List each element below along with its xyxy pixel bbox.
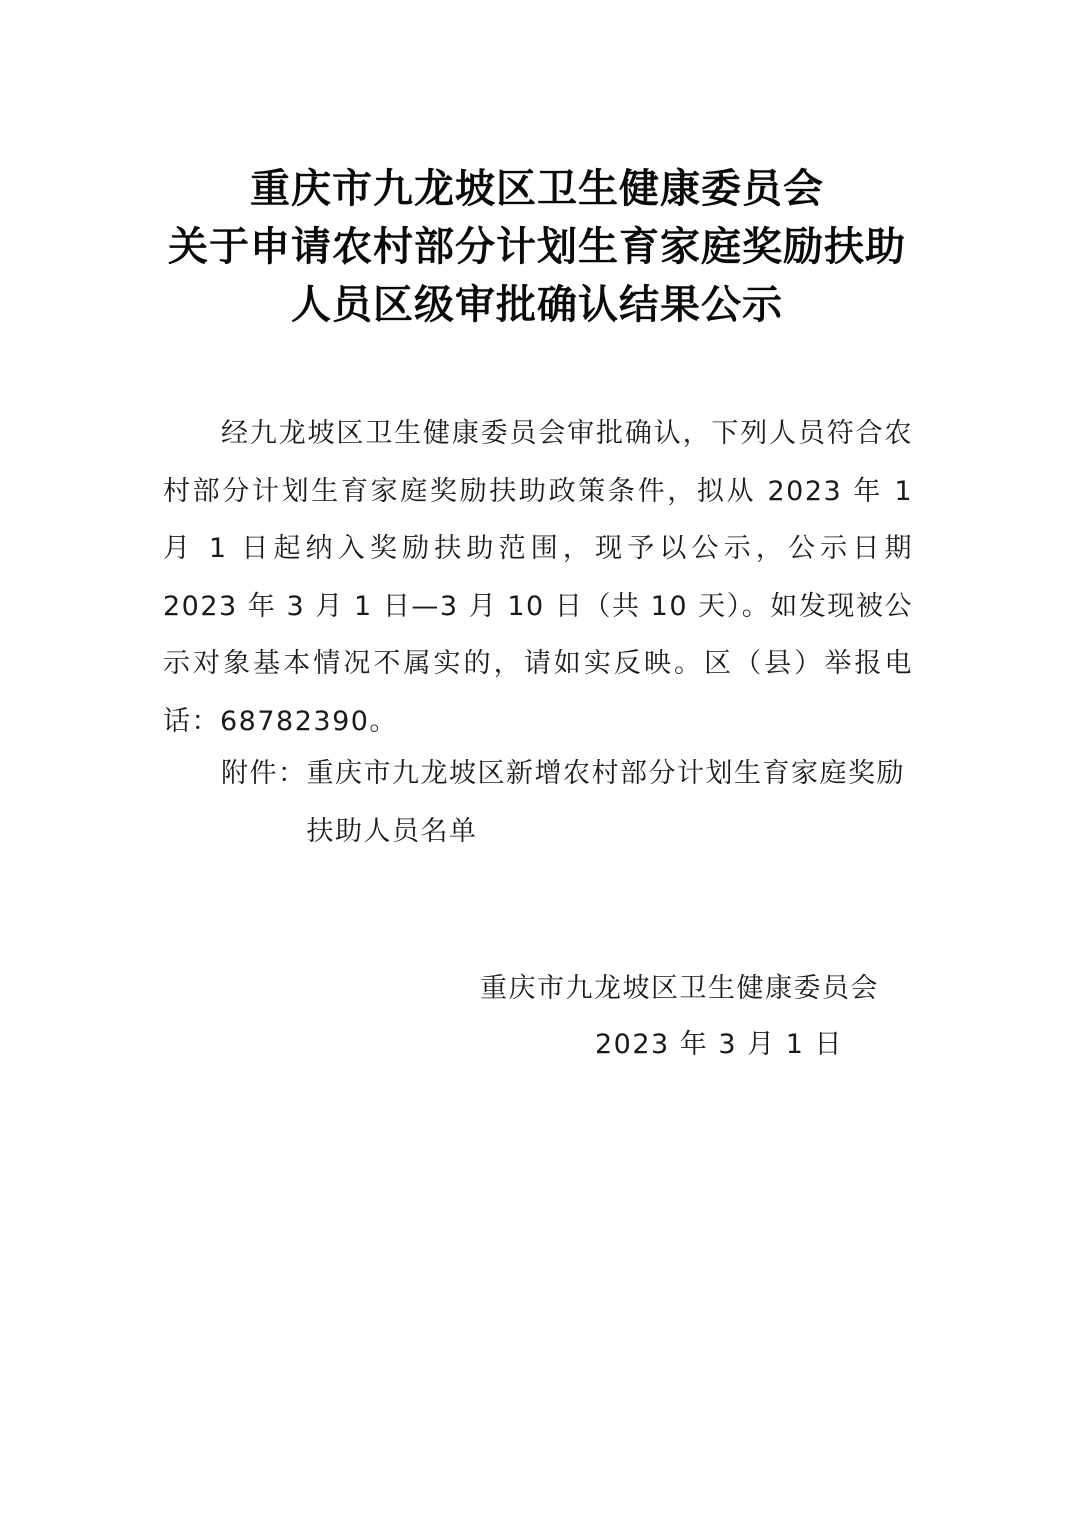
attachment-title: 重庆市九龙坡区新增农村部分计划生育家庭奖励扶助人员名单	[306, 758, 905, 847]
attachment-block	[221, 745, 921, 860]
issue-date: 2023 年 3 月 1 日	[595, 1029, 843, 1060]
attachment-label: 附件：	[221, 758, 307, 789]
title-line-3: 人员区级审批确认结果公示	[291, 281, 783, 328]
notice-body-paragraph: 经九龙坡区卫生健康委员会审批确认，下列人员符合农村部分计划生育家庭奖励扶助政策条件，拟从 2023 年 1 月 1 日起纳入奖励扶助范围，现予以公示，公示日期 2023 年 3 月 1 日—3 月 10 日（共 10 天）。如发现被公示对象基本情况不属实的，请如实反映。区（县）举报电话：68782390。	[163, 418, 913, 737]
title-line-2: 关于申请农村部分计划生育家庭奖励扶助	[168, 223, 906, 270]
title-line-1: 重庆市九龙坡区卫生健康委员会	[250, 165, 824, 212]
document-title	[0, 160, 1074, 334]
issuer-signature: 重庆市九龙坡区卫生健康委员会	[480, 973, 879, 1004]
